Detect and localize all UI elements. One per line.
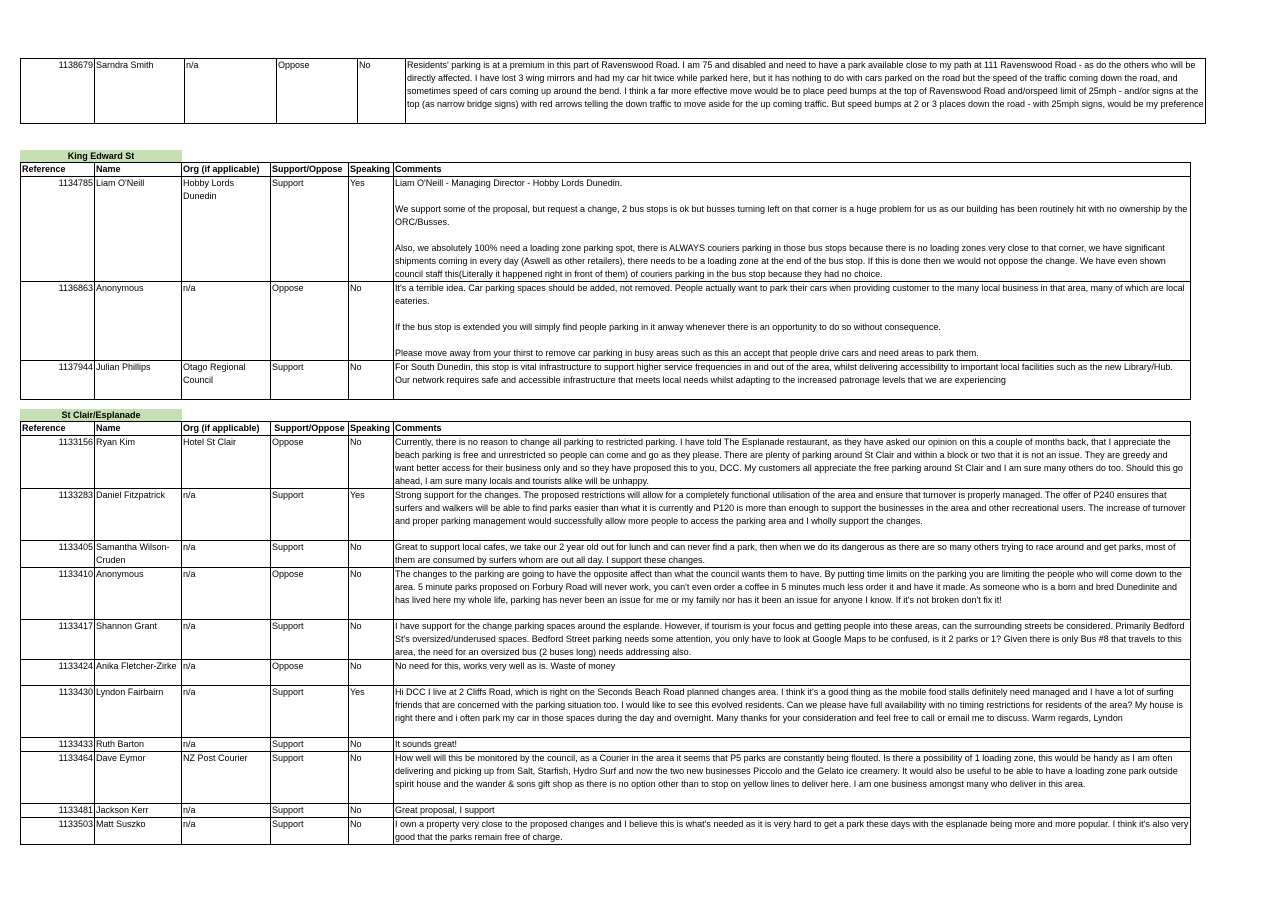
- comments-cell: [394, 361, 1191, 400]
- support-cell: Support: [271, 541, 349, 568]
- header-speaking: Speaking: [349, 422, 394, 436]
- section-title-st-clair: St Clair/Esplanade: [20, 409, 182, 421]
- section-title-king-edward: King Edward St: [20, 150, 182, 162]
- name-cell: Ruth Barton: [95, 738, 182, 752]
- table-row: [21, 738, 1191, 752]
- header-org: Org (if applicable): [182, 163, 271, 177]
- table-row: [21, 818, 1191, 845]
- reference-cell: 1133405: [21, 541, 95, 568]
- org-cell: n/a: [182, 489, 271, 541]
- comment-paragraph: If the bus stop is extended you will simply find people parking in it anway whenever there is an opportunity to do so without consequence.: [395, 322, 941, 332]
- table-row: [21, 177, 1191, 282]
- comment-paragraph: We support some of the proposal, but request a change, 2 bus stops is ok but busses turning left on that corner is a huge problem for us as our building has been routinely hit with no ownership by the ORC/Busses.: [395, 204, 1188, 227]
- speaking-cell: No: [349, 660, 394, 686]
- table-row: [21, 752, 1191, 804]
- org-cell: n/a: [182, 686, 271, 738]
- support-cell: Support: [271, 620, 349, 660]
- name-cell: Anonymous: [95, 568, 182, 620]
- reference-cell: 1137944: [21, 361, 95, 400]
- header-support: Support/Oppose: [271, 163, 349, 177]
- comment-paragraph: Residents' parking is at a premium in this part of Ravenswood Road. I am 75 and disabled and need to have a park available close to my path at 111 Ravenswood Road - as do the others who will be directly affected. I have lost 3 wing mirrors and had my car hit twice while parked here, but it has nothing to do with cars parked on the road but the speed of the traffic coming down the road, and sometimes speed of cars coming up around the bend. I think a far more effective move would be to place peed bumps at the top of Ravenswood Road and/orspeed limit of 25mph - and/or signs at the top (as narrow bridge signs) with red arrows telling the down traffic to move aside for the up coming traffic. But speed bumps at 2 or 3 places down the road - with 25mph signs, would be my preference: [407, 60, 1204, 109]
- table-row: [21, 361, 1191, 400]
- table-row: [21, 686, 1191, 738]
- comments-cell: Great to support local cafes, we take our 2 year old out for lunch and can never find a park, then when we do its dangerous as there are so many others trying to race around and get parks, most of them are consumed by surfers whom are out all day. I support these changes.: [394, 541, 1191, 568]
- name-cell: Lyndon Fairbairn: [95, 686, 182, 738]
- org-cell: n/a: [182, 804, 271, 818]
- name-cell: Ryan Kim: [95, 436, 182, 489]
- comments-cell: It sounds great!: [394, 738, 1191, 752]
- org-cell: n/a: [182, 568, 271, 620]
- table-row: [21, 282, 1191, 361]
- speaking-cell: No: [349, 282, 394, 361]
- table-row: [21, 660, 1191, 686]
- org-cell: n/a: [182, 660, 271, 686]
- header-name: Name: [95, 422, 182, 436]
- table-row: [21, 436, 1191, 489]
- table-row: [21, 489, 1191, 541]
- reference-cell: 1133424: [21, 660, 95, 686]
- reference-cell: 1133503: [21, 818, 95, 845]
- name-cell: Liam O'Neill: [95, 177, 182, 282]
- name-cell: Sarndra Smith: [95, 59, 185, 124]
- comments-cell: [394, 282, 1191, 361]
- speaking-cell: Yes: [349, 686, 394, 738]
- comment-paragraph: Also, we absolutely 100% need a loading zone parking spot, there is ALWAYS couriers parking in those bus stops because there is no loading zones very close to that corner, we have significant shipments coming in every day (Aswell as other retailers), there needs to be a loading zone at the end of the bus stop. If this is done then we would not oppose the change. We have even shown council staff this(Literally it happened right in front of them) of couriers parking in the bus stop because they had no choice.: [395, 243, 1166, 279]
- name-cell: Shannon Grant: [95, 620, 182, 660]
- speaking-cell: No: [349, 361, 394, 400]
- support-cell: Support: [271, 361, 349, 400]
- header-row: [21, 163, 1191, 177]
- support-cell: Oppose: [271, 568, 349, 620]
- support-cell: Support: [271, 752, 349, 804]
- org-cell: n/a: [182, 738, 271, 752]
- comment-paragraph: It's a terrible idea. Car parking spaces should be added, not removed. People actually want to park their cars when providing customer to the many local business in that area, many of which are local eateries.: [395, 283, 1185, 306]
- header-org: Org (if applicable): [182, 422, 271, 436]
- speaking-cell: Yes: [349, 177, 394, 282]
- table-row: [21, 59, 1206, 124]
- comment-paragraph: For South Dunedin, this stop is vital infrastructure to support higher service frequencies in and out of the area, whilst delivering accessibility to important local facilities such as the new Library/Hub. Our network requires safe and accessible infrastructure that meets local needs whilst adapting to the increased patronage levels that we are experiencing: [395, 362, 1173, 385]
- name-cell: Daniel Fitzpatrick: [95, 489, 182, 541]
- speaking-cell: No: [349, 738, 394, 752]
- speaking-cell: Yes: [349, 489, 394, 541]
- org-cell: NZ Post Courier: [182, 752, 271, 804]
- comment-paragraph: Please move away from your thirst to remove car parking in busy areas such as this an accept that people drive cars and need areas to park them.: [395, 348, 979, 358]
- comments-cell: How well will this be monitored by the council, as a Courier in the area it seems that P5 parks are constantly being flouted. Is there a possibility of 1 loading zone, this would be handy as I am often delivering and picking up from Salt, Starfish, Hydro Surf and now the two new businesses Piccolo and the Gelato ice creamery. It would also be useful to be able to have a loading zone park outside spirit house and the wander & sons gift shop as there is no option other than to stop on yellow lines to deliver here. I am one business amongst many who deliver in this area.: [394, 752, 1191, 804]
- support-cell: Support: [271, 738, 349, 752]
- org-cell: n/a: [182, 282, 271, 361]
- reference-cell: 1133481: [21, 804, 95, 818]
- name-cell: Samantha Wilson-Cruden: [95, 541, 182, 568]
- header-comments: Comments: [394, 422, 1191, 436]
- speaking-cell: No: [349, 436, 394, 489]
- speaking-cell: No: [349, 541, 394, 568]
- table-row: [21, 568, 1191, 620]
- reference-cell: 1133410: [21, 568, 95, 620]
- header-reference: Reference: [21, 163, 95, 177]
- table-row: [21, 620, 1191, 660]
- name-cell: Julian Phillips: [95, 361, 182, 400]
- reference-cell: 1138679: [21, 59, 95, 124]
- org-cell: Hobby Lords Dunedin: [182, 177, 271, 282]
- reference-cell: 1133156: [21, 436, 95, 489]
- comments-cell: I own a property very close to the proposed changes and I believe this is what's needed as it is very hard to get a park these days with the esplanade being more and more popular. I think it's also very good that the parks remain free of charge.: [394, 818, 1191, 845]
- name-cell: Jackson Kerr: [95, 804, 182, 818]
- speaking-cell: No: [349, 620, 394, 660]
- speaking-cell: No: [349, 752, 394, 804]
- org-cell: Otago Regional Council: [182, 361, 271, 400]
- table-row: [21, 541, 1191, 568]
- name-cell: Matt Suszko: [95, 818, 182, 845]
- submissions-table-top: [20, 58, 1206, 124]
- speaking-cell: No: [358, 59, 406, 124]
- table-row: [21, 804, 1191, 818]
- support-cell: Oppose: [271, 660, 349, 686]
- header-support: Support/Oppose: [271, 422, 349, 436]
- submissions-table-king-edward: [20, 162, 1191, 400]
- reference-cell: 1133283: [21, 489, 95, 541]
- comments-cell: I have support for the change parking spaces around the esplande. However, if tourism is your focus and getting people into these areas, can the surrounding streets be considered. Primarily Bedford St's oversized/underused spaces. Bedford Street parking needs some attention, you only have to look at Google Maps to be confused, is it 2 parks or 1? Given there is only Bus #8 that travels to this area, the need for an oversized bus (2 buses long) needs addressing also.: [394, 620, 1191, 660]
- support-cell: Support: [271, 489, 349, 541]
- reference-cell: 1133417: [21, 620, 95, 660]
- support-cell: Support: [271, 818, 349, 845]
- header-name: Name: [95, 163, 182, 177]
- comments-cell: [406, 59, 1206, 124]
- name-cell: Anonymous: [95, 282, 182, 361]
- org-cell: n/a: [182, 620, 271, 660]
- comments-cell: Hi DCC I live at 2 Cliffs Road, which is right on the Seconds Beach Road planned changes area. I think it's a good thing as the mobile food stalls definitely need managed and I have a lot of surfing friends that are concerned with the parking situation too. I would like to see this evolved residents. Can we please have full availability with no timing restrictions for residents of the area? My house is right there and i often park my car in those spaces during the day and overnight. Many thanks for your consideration and feel free to call or email me to discuss. Warm regards, Lyndon: [394, 686, 1191, 738]
- comments-cell: The changes to the parking are going to have the opposite affect than what the council wants them to have. By putting time limits on the parking you are limiting the people who will come down to the area. 5 minute parks proposed on Forbury Road will never work, you can't even order a coffee in 5 minutes much less order it and have it made. As someone who is a born and bred Dunedinite and has lived here my whole life, parking has never been an issue for me or my family nor has it been an issue for anyone I know. If it's not broken don't fix it!: [394, 568, 1191, 620]
- header-reference: Reference: [21, 422, 95, 436]
- speaking-cell: No: [349, 818, 394, 845]
- name-cell: Dave Eymor: [95, 752, 182, 804]
- org-cell: Hotel St Clair: [182, 436, 271, 489]
- support-cell: Oppose: [277, 59, 358, 124]
- submissions-table-st-clair: [20, 421, 1191, 845]
- reference-cell: 1133433: [21, 738, 95, 752]
- comments-cell: No need for this, works very well as is. Waste of money: [394, 660, 1191, 686]
- org-cell: n/a: [182, 541, 271, 568]
- header-speaking: Speaking: [349, 163, 394, 177]
- reference-cell: 1133430: [21, 686, 95, 738]
- support-cell: Oppose: [271, 436, 349, 489]
- reference-cell: 1136863: [21, 282, 95, 361]
- support-cell: Oppose: [271, 282, 349, 361]
- comment-paragraph: Liam O'Neill - Managing Director - Hobby Lords Dunedin.: [395, 178, 623, 188]
- support-cell: Support: [271, 686, 349, 738]
- support-cell: Support: [271, 177, 349, 282]
- reference-cell: 1134785: [21, 177, 95, 282]
- header-comments: Comments: [394, 163, 1191, 177]
- comments-cell: [394, 177, 1191, 282]
- speaking-cell: No: [349, 568, 394, 620]
- name-cell: Anika Fletcher-Zirke: [95, 660, 182, 686]
- speaking-cell: No: [349, 804, 394, 818]
- org-cell: n/a: [185, 59, 277, 124]
- org-cell: n/a: [182, 818, 271, 845]
- comments-cell: Strong support for the changes. The proposed restrictions will allow for a completely functional utilisation of the area and ensure that turnover is properly managed. The offer of P240 ensures that surfers and walkers will be able to find parks easier than what it is currently and P120 is more than enough to support the businesses in the area and other recreational users. The increase of turnover and proper parking management would successfully allow more people to access the parking area and I wholly support the changes.: [394, 489, 1191, 541]
- comments-cell: Great proposal, I support: [394, 804, 1191, 818]
- support-cell: Support: [271, 804, 349, 818]
- reference-cell: 1133464: [21, 752, 95, 804]
- comments-cell: Currently, there is no reason to change all parking to restricted parking. I have told The Esplanade restaurant, as they have asked our opinion on this a couple of months back, that I appreciate the beach parking is free and unrestricted so people can come and go as they please. There are plenty of parking around St Clair and within a block or two that it is not an issue. They are greedy and want better access for their business only and so they have proposed this to you, DCC. My customers all appreciate the free parking around St Clair and I am sure many others do too. Should this go ahead, I am sure many locals and tourists alike will be unhappy.: [394, 436, 1191, 489]
- header-row: [21, 422, 1191, 436]
